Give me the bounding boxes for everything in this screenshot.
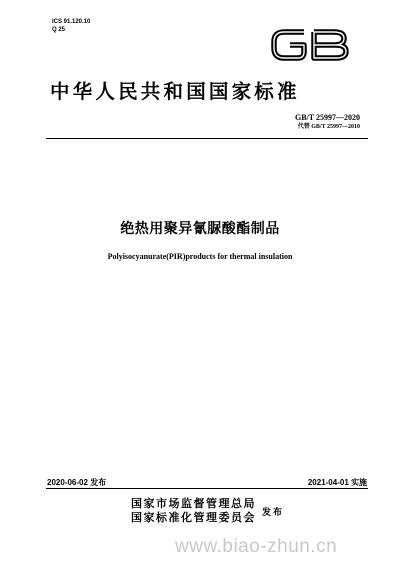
issuing-authorities <box>131 497 256 525</box>
standard-code-block <box>295 113 360 131</box>
bottom-divider <box>46 488 368 489</box>
implementation-date: 2021-04-01 实施 <box>307 478 367 487</box>
ics-code: ICS 91.120.10 <box>52 19 91 25</box>
document-title-cn: 绝热用聚异氰脲酸酯制品 <box>120 221 280 237</box>
gb-logo <box>268 22 350 68</box>
ccs-code: Q 25 <box>52 27 66 33</box>
standard-code: GB/T 25997—2020 <box>295 113 360 122</box>
issuer-line-1: 国家市场监督管理总局 <box>131 497 256 510</box>
issuer-line-2: 国家标准化管理委员会 <box>131 511 256 524</box>
replaces-code: 代替 GB/T 25997—2010 <box>297 124 360 130</box>
document-title-en: Polyisocyanurate(PIR)products for thermal insulation <box>107 252 293 261</box>
classification-codes <box>52 18 90 34</box>
issue-date: 2020-06-02 发布 <box>47 478 107 487</box>
top-divider <box>46 138 368 139</box>
publish-label: 发布 <box>262 508 285 518</box>
watermark: www.biao-zhun.cn <box>175 536 338 557</box>
national-standard-title: 中华人民共和国国家标准 <box>50 80 300 103</box>
